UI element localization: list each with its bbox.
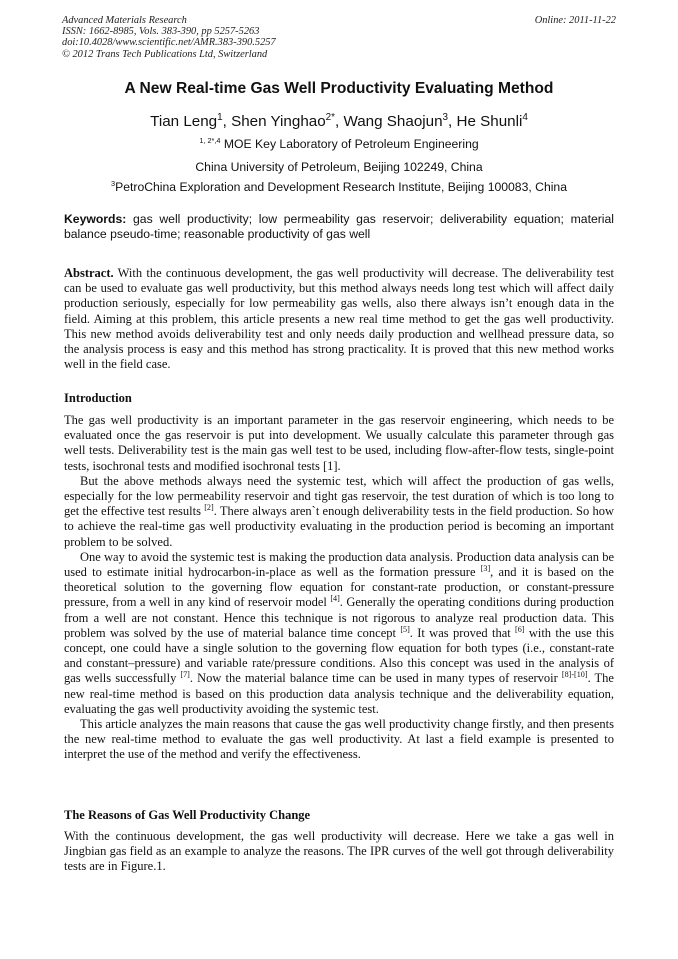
- paragraph-text: One way to avoid the systemic test is making the production data analysis. Production data analysis can be used to estimate initial hydrocarbon-in-place as well as the formation pressure: [64, 549, 614, 580]
- affiliation-text: MOE Key Laboratory of Petroleum Engineering: [220, 137, 479, 151]
- keywords-text: gas well productivity; low permeability gas reservoir; deliverability equation; material balance pseudo-time; reasonable productivity of gas well: [64, 212, 614, 241]
- journal-name: Advanced Materials Research: [62, 15, 187, 26]
- author-affiliation-mark: 4: [522, 111, 528, 123]
- author-name: He Shunli: [456, 113, 523, 130]
- paragraph-text: with the use this concept, one could have a single solution to the governing flow equation for both types (i.e., constant-rate and constant–pressure) and variable rate/pressure conditions. Also this concept was used in the analysis of gas wells successfully: [64, 625, 615, 686]
- doi-line: doi:10.4028/www.scientific.net/AMR.383-390.5257: [62, 37, 276, 49]
- journal-header: [62, 15, 616, 60]
- paper-title: A New Real-time Gas Well Productivity Evaluating Method: [124, 80, 554, 97]
- citation: [5]: [400, 624, 410, 634]
- citation: [8]-[10]: [561, 670, 588, 680]
- online-date: Online: 2011-11-22: [534, 15, 616, 26]
- paragraph-text: , and it is based on the theoretical solution to the governing flow equation for constant-rate production, or constant-pressure pressure, from a well in any kind of reservoir model: [64, 565, 614, 610]
- introduction-body: [64, 413, 614, 763]
- affiliation-mark: 3: [111, 178, 116, 188]
- abstract: [64, 266, 614, 372]
- abstract-label: Abstract.: [64, 266, 114, 280]
- citation: [3]: [480, 563, 491, 573]
- paragraph-text: But the above methods always need the systemic test, which will affect the production of gas wells, especially for the low permeability reservoir and tight gas reservoir, the test duration of which is too long to get the effective test results: [64, 473, 614, 519]
- abstract-text: With the continuous development, the gas well productivity will decrease. The deliverability test can be used to evaluate gas well productivity, but this method always needs long test which will affect daily production seriously, especially for low permeability gas wells, also there always isn’t enough data in the field. Aiming at this problem, this article presents a new real time method to get the gas well productivity. This new method avoids deliverability test and only needs daily production and wellhead pressure data, so the analysis process is easy and this method has strong practicality. It is proved that this new method works well in the field case.: [64, 266, 614, 372]
- paragraph: The gas well productivity is an important parameter in the gas reservoir engineering, which needs to be evaluated once the gas reservoir is put into development. We usually calculate this parameter through gas well tests. Deliverability test is the main gas well test to be used, including flow-after-flow tests, single-point tests, isochronal tests and modified isochronal tests [1].: [64, 413, 614, 473]
- affiliation-text: PetroChina Exploration and Development Research Institute, Beijing 100083, China: [115, 180, 567, 194]
- section-heading-introduction: Introduction: [64, 391, 132, 405]
- paragraph-text: . It was proved that: [409, 625, 516, 640]
- paragraph-text: . Now the material balance time can be used in many types of reservoir: [189, 671, 562, 686]
- citation: [2]: [204, 503, 214, 513]
- author-affiliation-mark: 3: [442, 111, 449, 123]
- affiliation-mark: 1, 2*,4: [199, 135, 221, 145]
- citation: [7]: [180, 670, 190, 680]
- paragraph: [64, 550, 614, 717]
- citation: [6]: [515, 624, 525, 634]
- keywords: [64, 212, 614, 241]
- author-list: Tian Leng$^1$, Shen Yinghao$^{2*}$, Wang Shaojun$^3$, He Shunli$^4$: [150, 111, 528, 130]
- affiliation-line: [0, 137, 678, 151]
- paragraph: This article analyzes the main reasons that cause the gas well productivity change firstly, and then presents the new real-time method to evaluate the gas well productivity. At last a field example is presented to interpret the use of the method and verify the effectiveness.: [64, 717, 614, 762]
- paragraph-text: . The new real-time method is based on this production data analysis technique and the deliverability equation, evaluating the gas well productivity avoiding the systemic test.: [64, 671, 614, 716]
- keywords-label: Keywords:: [64, 212, 127, 226]
- author-name: Wang Shaojun: [343, 113, 443, 130]
- reasons-body: [64, 829, 614, 875]
- issn-line: ISSN: 1662-8985, Vols. 383-390, pp 5257-5263: [62, 26, 260, 38]
- citation: [4]: [330, 594, 340, 604]
- affiliation-line: China University of Petroleum, Beijing 102249, China: [195, 160, 483, 174]
- author-name: Shen Yinghao: [231, 113, 326, 130]
- author-affiliation-mark: 1: [217, 111, 223, 123]
- paragraph: [64, 474, 614, 550]
- affiliation-line: [0, 180, 678, 194]
- copyright-line: © 2012 Trans Tech Publications Ltd, Switzerland: [62, 48, 268, 60]
- section-heading-reasons: The Reasons of Gas Well Productivity Change: [64, 808, 311, 822]
- paragraph: With the continuous development, the gas well productivity will decrease. Here we take a gas well in Jingbian gas field as an example to analyze the reasons. The IPR curves of the well got through deliverability tests are in Figure.1.: [64, 829, 614, 874]
- author-affiliation-mark: 2*: [325, 111, 336, 123]
- author-name: Tian Leng: [150, 113, 218, 130]
- paragraph-text: . Generally the operating conditions during production from a well are not constant. Hence this technique is not rigorous to analyze real production data. This problem was solved by the use of material balance time concept: [64, 595, 614, 640]
- paragraph-text: . There always aren`t enough deliverability tests in the field production. So how to achieve the real-time gas well productivity evaluating in the production period is becoming an important problem to be solved.: [64, 504, 614, 549]
